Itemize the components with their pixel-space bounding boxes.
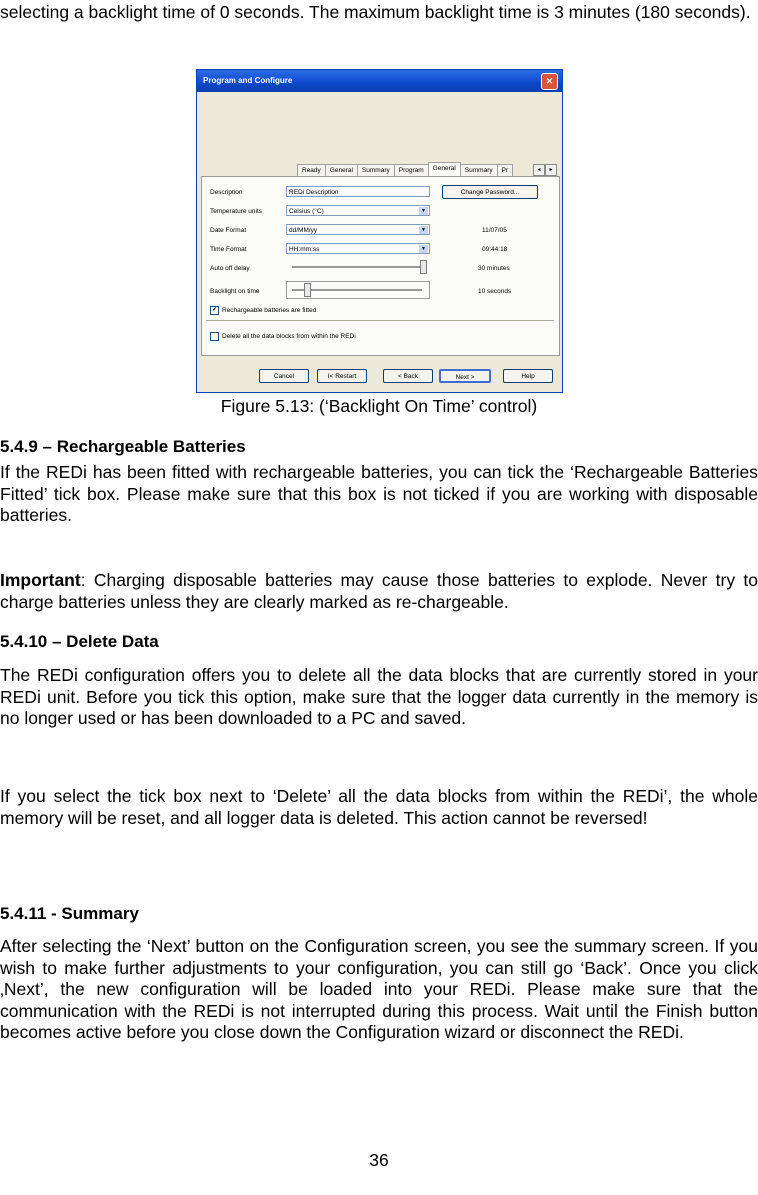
tab-program[interactable]: Program (394, 164, 429, 177)
important-text: : Charging disposable batteries may cause those batteries to explode. Never try to charge batteries unless they are clearly marked as re-chargeable. (0, 570, 758, 612)
divider (206, 320, 554, 321)
description-input[interactable]: REDi Description (286, 186, 430, 197)
tab-general-active[interactable]: General (428, 162, 461, 177)
restart-button[interactable]: I< Restart (317, 369, 367, 383)
date-format-label: Date Format (210, 227, 247, 234)
general-panel (201, 176, 560, 356)
chevron-down-icon: ▼ (419, 245, 428, 253)
auto-off-label: Auto off delay (210, 265, 250, 272)
next-button[interactable]: Next > (439, 369, 491, 383)
time-sample: 09:44:18 (482, 246, 508, 253)
chevron-down-icon: ▼ (419, 226, 428, 234)
delete-label: Delete all the data blocks from within the REDi (222, 333, 356, 340)
time-format-select[interactable] (286, 243, 430, 254)
time-format-value: HH:mm:ss (289, 246, 320, 253)
temperature-label: Temperature units (210, 208, 263, 215)
intro-paragraph: selecting a backlight time of 0 seconds. The maximum backlight time is 3 minutes (180 seconds). (0, 2, 751, 22)
back-button[interactable]: < Back (383, 369, 433, 383)
program-configure-dialog (196, 69, 563, 393)
tab-general[interactable]: General (325, 164, 358, 177)
tab-program-2[interactable]: Pr (497, 164, 514, 177)
delete-paragraph-1: The REDi configuration offers you to delete all the data blocks that are currently stored in your REDi unit. Before you tick this option, make sure that the logger data currently in the memory is no longer used or has been downloaded to a PC and saved. (0, 665, 758, 728)
summary-paragraph: After selecting the ‘Next’ button on the Configuration screen, you see the summary screen. If you wish to make further adjustments to your configuration, you can still go ‘Back’. Once you click ‚Next’, the new configuration will be loaded into your REDi. Please make sure that the communication with the REDi is not interrupted during this process. Wait until the Finish button becomes active before you close down the Configuration wizard or disconnect the REDi. (0, 936, 758, 1042)
section-heading-delete: 5.4.10 – Delete Data (0, 632, 159, 651)
page-number: 36 (369, 1150, 389, 1170)
date-format-select[interactable] (286, 224, 430, 235)
important-paragraph (0, 570, 758, 613)
tab-next-icon[interactable]: ▸ (545, 164, 557, 176)
backlight-value: 10 seconds (478, 288, 512, 295)
dialog-title: Program and Configure (203, 76, 293, 85)
date-format-value: dd/MM/yy (289, 227, 318, 234)
tab-summary[interactable]: Summary (357, 164, 395, 177)
auto-off-slider[interactable] (420, 260, 427, 274)
temperature-select[interactable] (286, 205, 430, 216)
date-sample: 11/07/05 (482, 227, 507, 234)
tab-prev-icon[interactable]: ◂ (533, 164, 545, 176)
figure-caption: Figure 5.13: (‘Backlight On Time’ control) (220, 396, 538, 416)
section-heading-summary: 5.4.11 - Summary (0, 904, 139, 923)
important-label: Important (0, 570, 81, 590)
dialog-titlebar (197, 70, 562, 92)
tab-summary-2[interactable]: Summary (460, 164, 498, 177)
description-label: Description (210, 189, 243, 196)
auto-off-value: 30 minutes (478, 265, 510, 272)
time-format-label: Time Format (210, 246, 247, 253)
help-button[interactable]: Help (503, 369, 553, 383)
tab-strip (297, 162, 512, 176)
cancel-button[interactable]: Cancel (259, 369, 309, 383)
temperature-value: Celsius (°C) (289, 208, 324, 215)
rechargeable-paragraph: If the REDi has been fitted with rechargeable batteries, you can tick the ‘Rechargeable Batteries Fitted’ tick box. Please make sure that this box is not ticked if you are working with disposable batteries. (0, 462, 758, 525)
change-password-button[interactable]: Change Password... (442, 185, 538, 199)
delete-checkbox[interactable] (210, 332, 219, 341)
backlight-track (292, 289, 422, 292)
close-icon[interactable]: ✕ (541, 73, 558, 90)
backlight-label: Backlight on time (210, 288, 260, 295)
chevron-down-icon: ▼ (419, 207, 428, 215)
rechargeable-label: Rechargeable batteries are fitted (222, 307, 317, 314)
section-heading-rechargeable: 5.4.9 – Rechargeable Batteries (0, 437, 246, 456)
rechargeable-checkbox[interactable]: ✔ (211, 307, 218, 313)
delete-paragraph-2: If you select the tick box next to ‘Delete’ all the data blocks from within the REDi’, the whole memory will be reset, and all logger data is deleted. This action cannot be reversed! (0, 786, 758, 828)
tab-ready[interactable]: Ready (297, 164, 326, 177)
auto-off-track (292, 266, 422, 269)
backlight-slider[interactable] (304, 283, 311, 297)
